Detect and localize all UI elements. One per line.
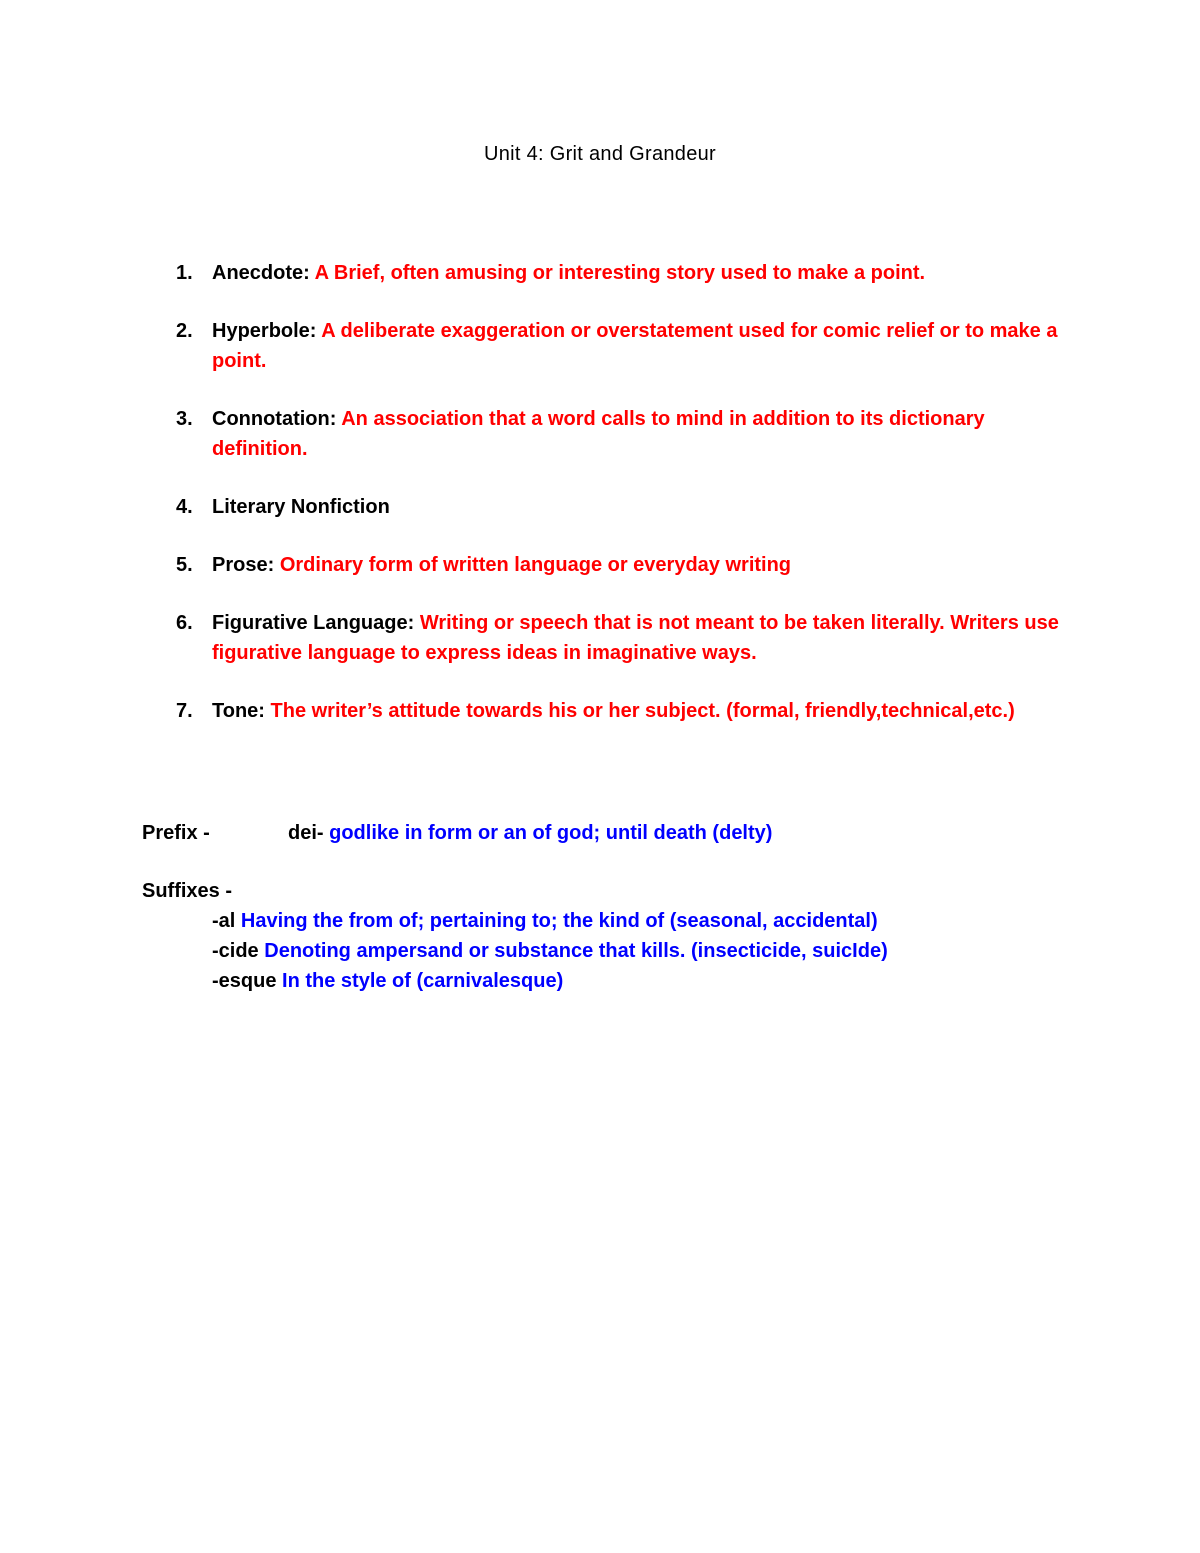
suffix-affix: -esque: [212, 970, 277, 992]
suffix-definition: Having the from of; pertaining to; the kind of (seasonal, accidental): [240, 910, 878, 932]
list-number: 5.: [176, 554, 193, 576]
list-item-prose: [170, 550, 1070, 580]
list-number: 6.: [176, 612, 193, 634]
term-definition: A deliberate exaggeration or overstatement used for comic relief or to make a point.: [212, 320, 1058, 372]
term-label: Hyperbole:: [212, 320, 317, 342]
list-item-suffix-cide: [212, 936, 888, 966]
list-item-figurative-language: [170, 608, 1070, 668]
list-number: 1.: [176, 262, 193, 284]
list-number: 7.: [176, 700, 193, 722]
list-number: 4.: [176, 496, 193, 518]
term-definition: The writer’s attitude towards his or her subject. (formal, friendly,technical,etc.): [270, 700, 1015, 722]
term-definition: A Brief, often amusing or interesting story used to make a point.: [314, 262, 926, 284]
suffix-definition: Denoting ampersand or substance that kills. (insecticide, suicIde): [264, 940, 888, 962]
page-title: Unit 4: Grit and Grandeur: [483, 143, 717, 165]
term-definition: Ordinary form of written language or everyday writing: [279, 554, 792, 576]
suffixes-section: [142, 876, 888, 996]
prefix-affix: dei-: [288, 822, 324, 844]
term-label: Literary Nonfiction: [212, 496, 390, 518]
prefix-definition: godlike in form or an of god; until death (delty): [329, 822, 773, 844]
suffixes-list: [142, 906, 888, 996]
terms-list: [170, 258, 1070, 754]
term-label: Tone:: [212, 700, 265, 722]
term-definition: Writing or speech that is not meant to be taken literally. Writers use figurative language to express ideas in imaginative ways.: [212, 612, 1059, 664]
term-label: Anecdote:: [212, 262, 310, 284]
list-number: 3.: [176, 408, 193, 430]
suffix-affix: -cide: [212, 940, 259, 962]
list-number: 2.: [176, 320, 193, 342]
term-label: Prose:: [212, 554, 275, 576]
term-label: Connotation:: [212, 408, 337, 430]
term-label: Figurative Language:: [212, 612, 415, 634]
suffix-definition: In the style of (carnivalesque): [282, 970, 564, 992]
list-item-connotation: [170, 404, 1070, 464]
list-item-suffix-al: [212, 906, 888, 936]
list-item-suffix-esque: [212, 966, 888, 996]
prefix-section: [142, 818, 772, 848]
list-item-hyperbole: [170, 316, 1070, 376]
suffixes-label: Suffixes -: [142, 880, 233, 902]
list-item-anecdote: [170, 258, 1070, 288]
list-item-tone: [170, 696, 1070, 726]
list-item-literary-nonfiction: [170, 492, 1070, 522]
prefix-label: Prefix -: [142, 822, 210, 844]
term-definition: An association that a word calls to mind in addition to its dictionary definition.: [212, 408, 985, 460]
suffix-affix: -al: [212, 910, 236, 932]
